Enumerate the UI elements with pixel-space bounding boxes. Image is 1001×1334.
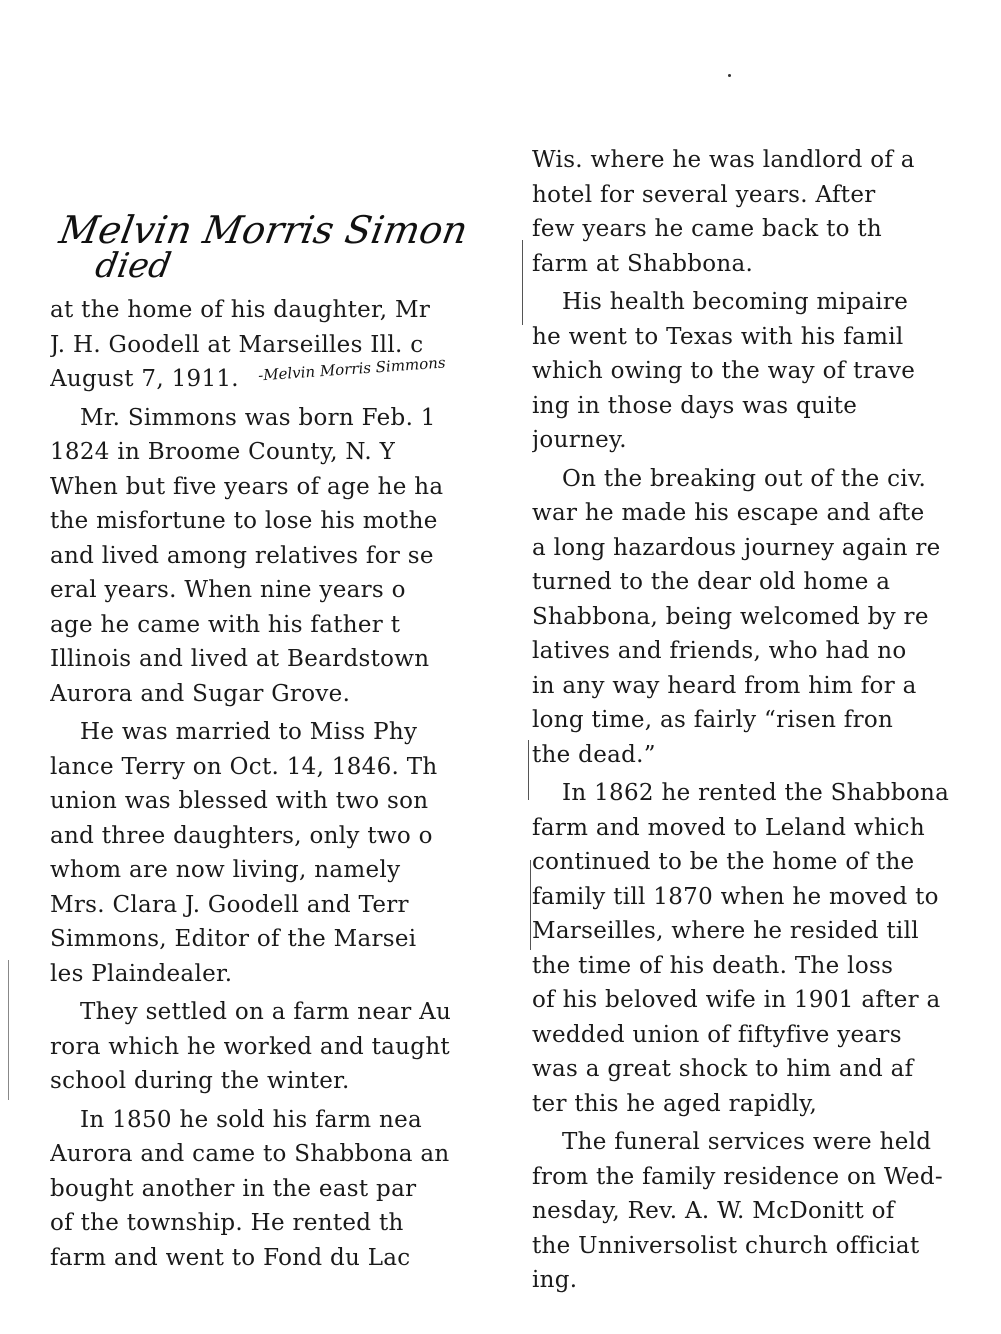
text-line: Marseilles, where he resided till — [532, 918, 919, 944]
text-line: farm at Shabbona. — [532, 250, 754, 277]
text-line: of the township. He rented th — [50, 1210, 404, 1236]
text-line: farm and moved to Leland which — [532, 814, 925, 841]
text-line: Aurora and came to Shabbona an — [50, 1141, 450, 1167]
text-line: ing. — [532, 1267, 578, 1293]
text-line: journey. — [532, 427, 627, 453]
text-line: Wis. where he was landlord of a — [532, 147, 915, 173]
handwritten-title: Melvin Morris Simon — [56, 208, 472, 252]
text-line: the dead.” — [532, 741, 656, 768]
text-line: They settled on a farm near Au — [80, 999, 452, 1025]
text-line: Mrs. Clara J. Goodell and Terr — [50, 891, 409, 918]
text-line: war he made his escape and afte — [532, 500, 925, 526]
text-line: In 1850 he sold his farm nea — [80, 1106, 422, 1133]
text-line: wedded union of fiftyfive years — [532, 1021, 902, 1048]
text-line: He was married to Miss Phy — [80, 719, 418, 745]
text-line: rora which he worked and taught — [50, 1033, 450, 1060]
handwritten-margin-note: -Melvin Morris Simmons — [257, 353, 447, 385]
text-line: 1824 in Broome County, N. Y — [50, 439, 396, 465]
text-line: and lived among relatives for se — [50, 542, 434, 569]
right-column-text — [532, 143, 972, 1298]
column-rule — [530, 860, 531, 950]
text-line: continued to be the home of the — [532, 849, 915, 875]
text-line: Simmons, Editor of the Marsei — [50, 926, 417, 952]
scan-edge-mark — [8, 960, 9, 1100]
text-line: few years he came back to th — [532, 216, 883, 242]
text-line: and three daughters, only two o — [50, 822, 433, 849]
text-line: Aurora and Sugar Grove. — [50, 680, 351, 707]
column-rule — [522, 240, 523, 325]
text-line: turned to the dear old home a — [532, 569, 891, 595]
text-line: was a great shock to him and af — [532, 1056, 914, 1082]
text-line: of his beloved wife in 1901 after a — [532, 987, 941, 1013]
text-line: The funeral services were held — [562, 1129, 932, 1155]
text-line: the time of his death. The loss — [532, 952, 894, 979]
text-line: His health becoming mipaire — [562, 289, 909, 315]
text-line: When but five years of age he ha — [50, 473, 444, 500]
text-line: latives and friends, who had no — [532, 638, 907, 664]
text-line: les Plaindealer. — [50, 960, 233, 987]
text-line: the misfortune to lose his mothe — [50, 508, 438, 534]
text-line: school during the winter. — [50, 1068, 350, 1094]
text-line: lance Terry on Oct. 14, 1846. Th — [50, 753, 438, 780]
text-line: August 7, 1911. — [50, 366, 239, 392]
column-rule — [528, 740, 529, 800]
text-line: ter this he aged rapidly, — [532, 1090, 818, 1117]
text-line: from the family residence on Wed- — [532, 1163, 943, 1190]
text-line: farm and went to Fond du Lac — [50, 1244, 411, 1271]
text-line: whom are now living, namely — [50, 857, 401, 883]
text-line: age he came with his father t — [50, 611, 401, 638]
scan-speck — [728, 74, 731, 77]
text-line: union was blessed with two son — [50, 788, 429, 814]
text-line: eral years. When nine years o — [50, 577, 406, 603]
handwritten-died: died — [92, 246, 175, 286]
text-line: bought another in the east par — [50, 1175, 417, 1202]
text-line: J. H. Goodell at Marseilles Ill. c — [50, 331, 424, 358]
text-line: long time, as fairly “risen fron — [532, 707, 894, 733]
left-column-text — [50, 293, 480, 1275]
text-line: Illinois and lived at Beardstown — [50, 646, 430, 672]
text-line: the Unniversolist church officiat — [532, 1232, 920, 1259]
text-line: he went to Texas with his famil — [532, 323, 904, 350]
text-line: at the home of his daughter, Mr — [50, 297, 431, 323]
text-line: hotel for several years. After — [532, 181, 876, 208]
text-line: ing in those days was quite — [532, 392, 858, 419]
text-line: nesday, Rev. A. W. McDonitt of — [532, 1198, 895, 1224]
text-line: family till 1870 when he moved to — [532, 883, 939, 910]
text-line: On the breaking out of the civ. — [562, 465, 927, 492]
text-line: which owing to the way of trave — [532, 358, 916, 384]
text-line: Shabbona, being welcomed by re — [532, 603, 929, 630]
text-line: Mr. Simmons was born Feb. 1 — [80, 404, 436, 431]
text-line: a long hazardous journey again re — [532, 534, 941, 561]
text-line: In 1862 he rented the Shabbona — [562, 780, 950, 806]
text-line: in any way heard from him for a — [532, 672, 917, 699]
